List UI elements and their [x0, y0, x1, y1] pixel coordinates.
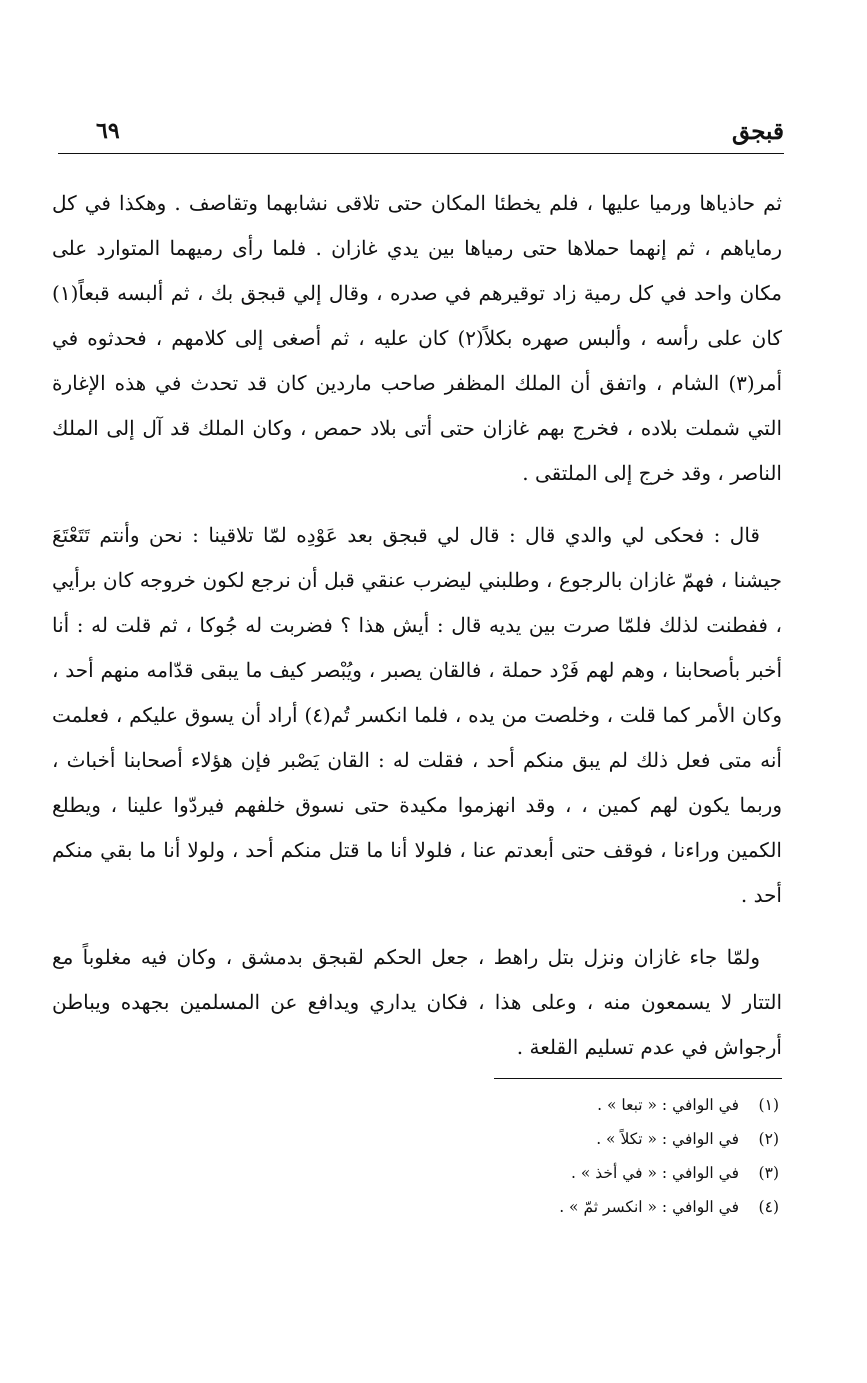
- paragraph-1: ثم حاذياها ورميا عليها ، فلم يخطئا المكان حتى تلاقى نشابهما وتقاصف . وهكذا في كل رماياهم ، ثم إنهما حملاها حتى رمياها بين يدي غازان . فلما رأى رميهما المتوارد على مكان واحد في كل رمية زاد توقيرهم في صدره ، وقال إلي قبجق بك ، ثم ألبسه قبعاً(١) كان على رأسه ، وألبس صهره بكلاً(٢) كان عليه ، ثم أصغى إلى كلامهم ، فحدثوه في أمر(٣) الشام ، واتفق أن الملك المظفر صاحب ماردين كان قد تحدث في هذه الإغارة التي شملت بلاده ، فخرج بهم غازان حتى أتى بلاد حمص ، وكان الملك قد آل إلى الملك الناصر ، وقد خرج إلى الملتقى .: [52, 191, 782, 485]
- footnote-2: [379, 1122, 779, 1156]
- footnote-text: في الوافي : « تبعا » .: [597, 1096, 739, 1114]
- footnote-number: (٢): [758, 1130, 779, 1148]
- page-number: ٦٩: [96, 118, 120, 144]
- footnote-text: في الوافي : « تكلاً » .: [596, 1130, 739, 1148]
- footnote-rule: [494, 1078, 782, 1079]
- paragraph-2: قال : فحكى لي والدي قال : قال لي قبجق بعد عَوْدِه لمّا تلاقينا : نحن وأنتم تَتَعْتَعَ جيشنا ، فهمّ غازان بالرجوع ، وطلبني ليضرب عنقي قبل أن نرجع لكون خروجه كان برأيي ، ففطنت لذلك فلمّا صرت بين يديه قال : أيش هذا ؟ فضربت له جُوكا ، ثم قلت له : أنا أخبر بأصحابنا ، وهم لهم فَرْد حملة ، فالقان يصبر ، ويُبْصر كيف ما يبقى قدّامه منهم أحد ، وكان الأمر كما قلت ، وخلصت من يده ، فلما انكسر تُم(٤) أراد أن يسوق عليكم ، فعلمت أنه متى فعل ذلك لم يبق منكم أحد ، فقلت له : القان يَصْبر فإن هؤلاء أصحابنا أخباث ، وربما يكون لهم كمين ، ، وقد انهزموا مكيدة حتى نسوق خلفهم فيردّوا علينا ، ويطلع الكمين وراءنا ، فوقف حتى أبعدتم عنا ، فلولا أنا ما قتل منكم أحد ، ولولا أنا ما بقي منكم أحد .: [52, 523, 783, 907]
- footnote-number: (٤): [758, 1198, 779, 1216]
- footnote-text: في الوافي : « في أخذ » .: [571, 1164, 739, 1182]
- footnote-4: [379, 1190, 779, 1224]
- footnotes: [379, 1088, 779, 1224]
- footnote-1: [379, 1088, 779, 1122]
- body-text: [52, 181, 782, 1070]
- footnote-number: (٣): [758, 1164, 779, 1182]
- running-title: قبجق: [732, 118, 784, 145]
- footnote-number: (١): [758, 1096, 779, 1114]
- page-header: [58, 118, 784, 152]
- footnote-text: في الوافي : « انكسر ثمّ » .: [559, 1198, 739, 1216]
- footnote-3: [379, 1156, 779, 1190]
- header-rule: [58, 153, 784, 154]
- paragraph-3: ولمّا جاء غازان ونزل بتل راهط ، جعل الحكم لقبجق بدمشق ، وكان فيه مغلوباً مع التتار لا يسمعون منه ، وعلى هذا ، فكان يداري ويدافع عن المسلمين بجهده ويباطن أرجواش في عدم تسليم القلعة .: [52, 945, 782, 1059]
